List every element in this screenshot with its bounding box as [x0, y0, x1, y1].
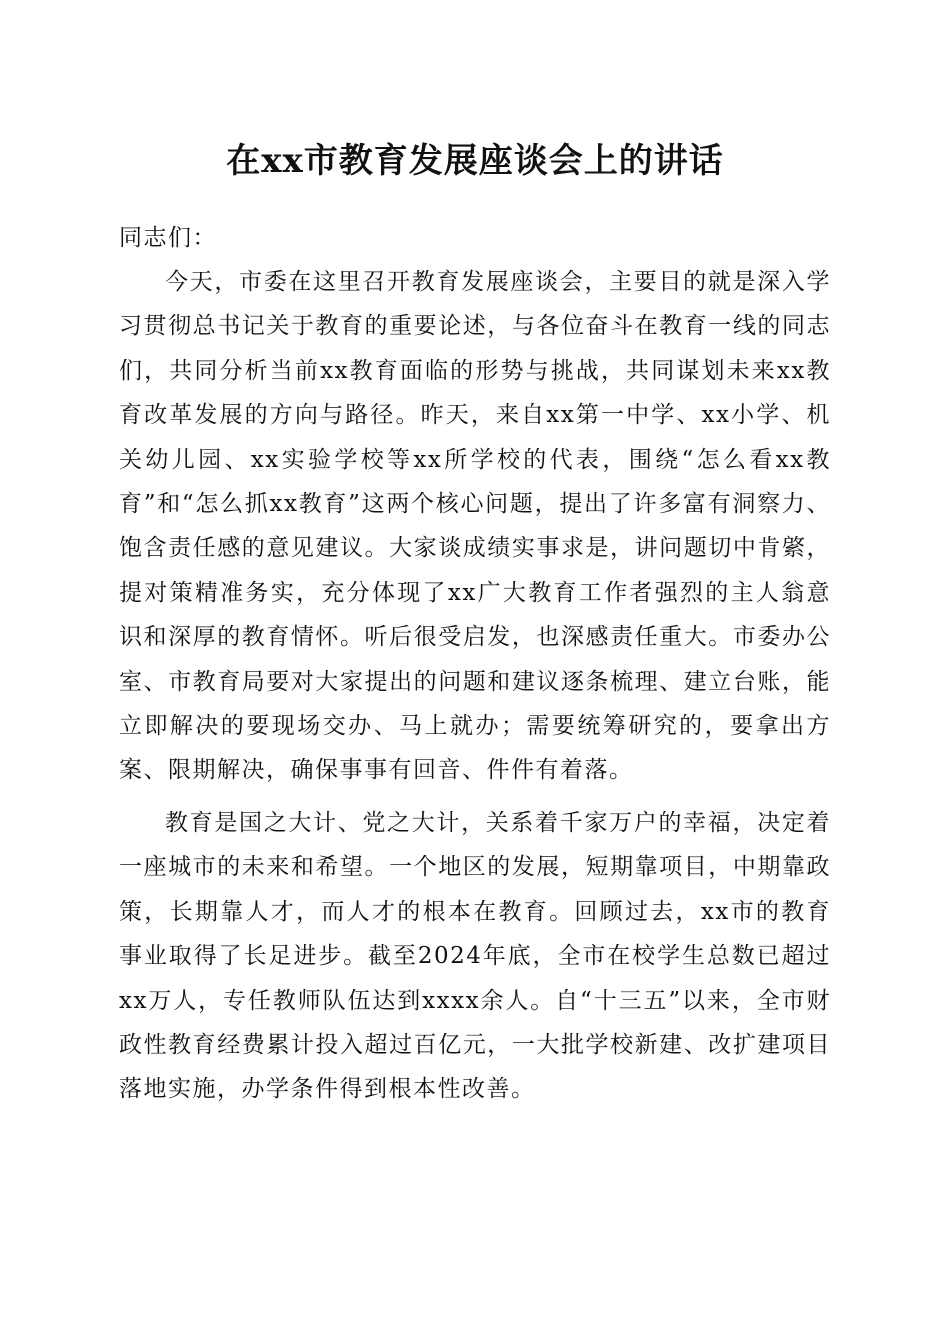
document-body — [119, 225, 831, 1120]
paragraph-1: 今天，市委在这里召开教育发展座谈会，主要目的就是深入学习贯彻总书记关于教育的重要论述，与各位奋斗在教育一线的同志们，共同分析当前xx教育面临的形势与挑战，共同谋划未来xx教育改革发展的方向与路径。昨天，来自xx第一中学、xx小学、机关幼儿园、xx实验学校等xx所学校的代表，围绕“怎么看xx教育”和“怎么抓xx教育”这两个核心问题，提出了许多富有洞察力、饱含责任感的意见建议。大家谈成绩实事求是，讲问题切中肯綮，提对策精准务实，充分体现了xx广大教育工作者强烈的主人翁意识和深厚的教育情怀。听后很受启发，也深感责任重大。市委办公室、市教育局要对大家提出的问题和建议逐条梳理、建立台账，能立即解决的要现场交办、马上就办；需要统筹研究的，要拿出方案、限期解决，确保事事有回音、件件有着落。 — [119, 269, 831, 784]
paragraph-2: 教育是国之大计、党之大计，关系着千家万户的幸福，决定着一座城市的未来和希望。一个地区的发展，短期靠项目，中期靠政策，长期靠人才，而人才的根本在教育。回顾过去，xx市的教育事业取得了长足进步。截至2024年底，全市在校学生总数已超过xx万人，专任教师队伍达到xxxx余人。自“十三五”以来，全市财政性教育经费累计投入超过百亿元，一大批学校新建、改扩建项目落地实施，办学条件得到根本性改善。 — [119, 809, 831, 1103]
document-title: 在xx市教育发展座谈会上的讲话 — [226, 141, 724, 181]
salutation: 同志们： — [119, 225, 217, 251]
